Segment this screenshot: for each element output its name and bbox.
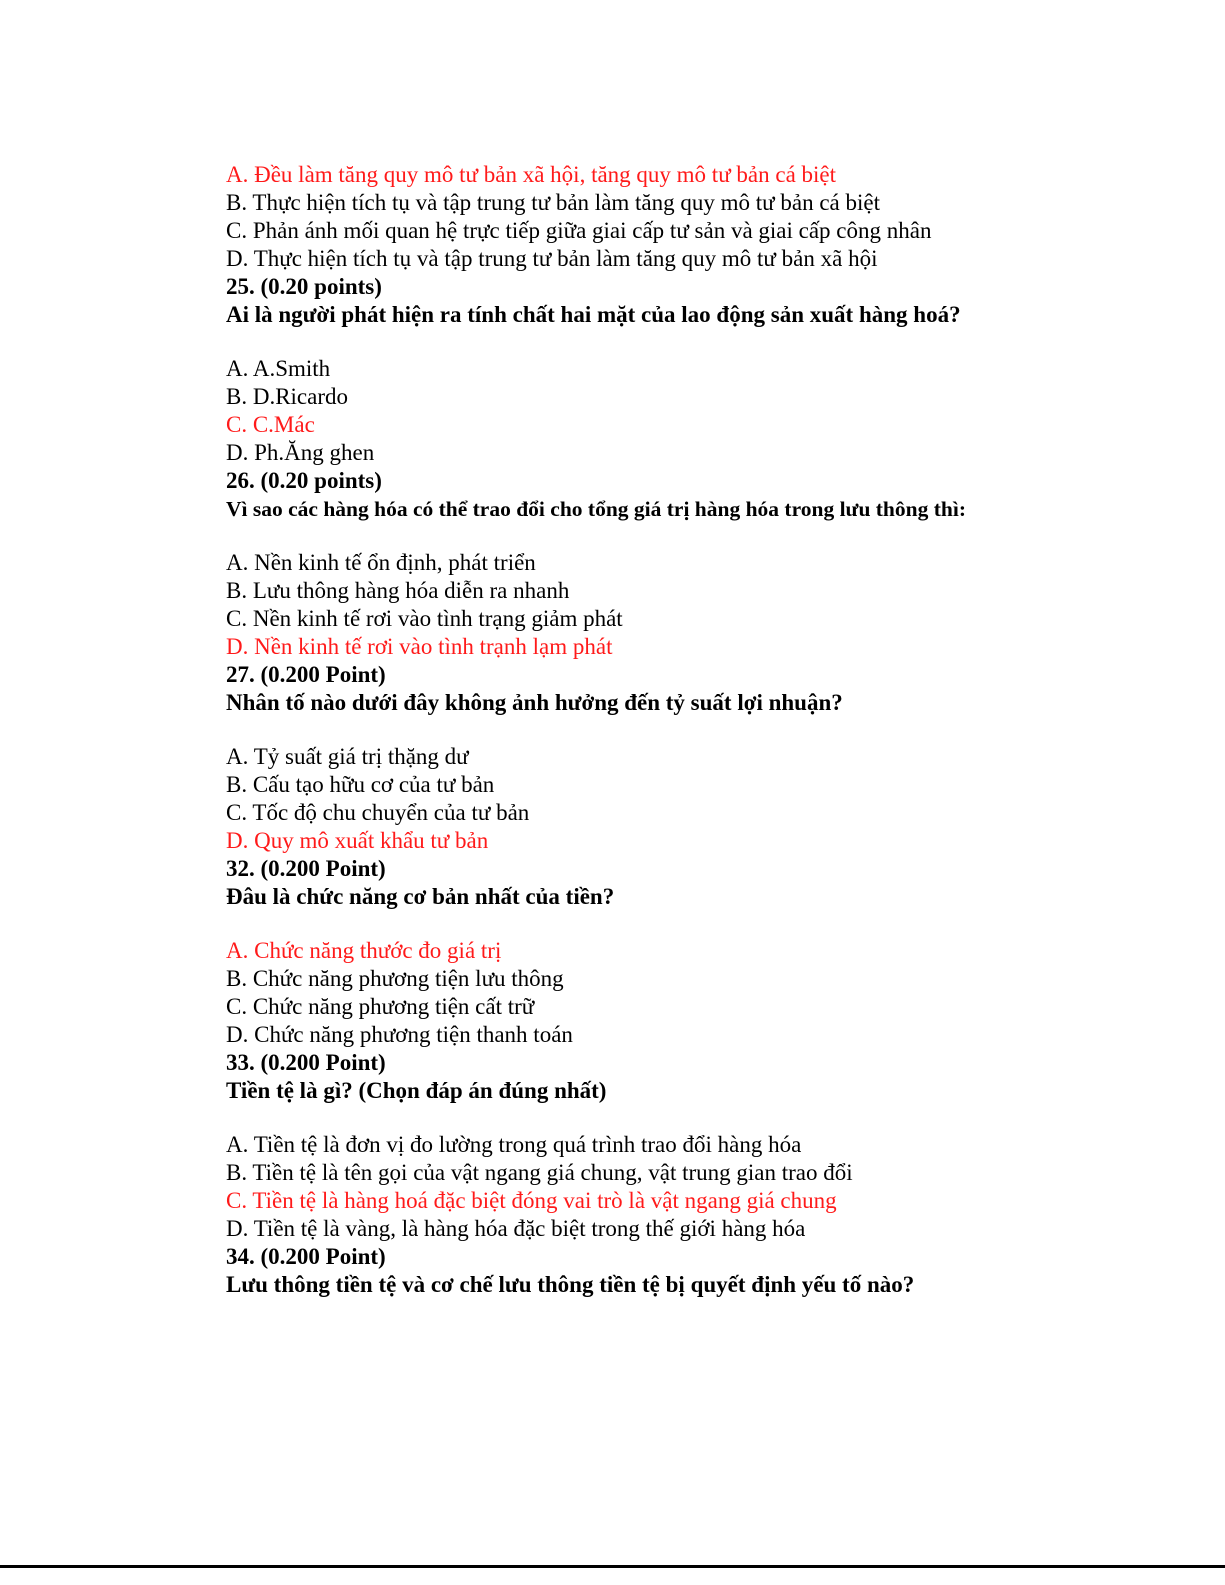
answer-option: D. Thực hiện tích tụ và tập trung tư bản làm tăng quy mô tư bản xã hội [226,246,878,271]
question-block [226,467,1186,661]
answer-option-correct: C. Tiền tệ là hàng hoá đặc biệt đóng vai trò là vật ngang giá chung [226,1188,837,1213]
question-block [226,273,1186,467]
answer-option: D. Tiền tệ là vàng, là hàng hóa đặc biệt trong thế giới hàng hóa [226,1216,806,1241]
answer-option: C. Tốc độ chu chuyển của tư bản [226,800,530,825]
answer-option: C. Phản ánh mối quan hệ trực tiếp giữa giai cấp tư sản và giai cấp công nhân [226,218,932,243]
answer-option: B. Lưu thông hàng hóa diễn ra nhanh [226,578,570,603]
question-number: 27. (0.200 Point) [226,662,386,687]
question-text: Đâu là chức năng cơ bản nhất của tiền? [226,884,615,909]
answer-option: C. Nền kinh tế rơi vào tình trạng giảm phát [226,606,623,631]
answer-option: D. Chức năng phương tiện thanh toán [226,1022,573,1047]
question-block [226,855,1186,1049]
answer-option: A. A.Smith [226,356,331,381]
answer-option-correct: D. Nền kinh tế rơi vào tình trạnh lạm phát [226,634,613,659]
answer-option: C. Chức năng phương tiện cất trữ [226,994,535,1019]
question-number: 32. (0.200 Point) [226,856,386,881]
question-text: Tiền tệ là gì? (Chọn đáp án đúng nhất) [226,1078,607,1103]
answer-option: B. Tiền tệ là tên gọi của vật ngang giá chung, vật trung gian trao đổi [226,1160,853,1185]
option-list [226,161,1186,273]
page-bottom-divider [0,1565,1225,1568]
question-number: 25. (0.20 points) [226,274,382,299]
question-block [226,661,1186,855]
answer-option: A. Tiền tệ là đơn vị đo lường trong quá trình trao đổi hàng hóa [226,1132,802,1157]
answer-option-correct: C. C.Mác [226,412,315,437]
answer-option-correct: A. Chức năng thước đo giá trị [226,938,502,963]
option-list [226,1131,1186,1243]
option-list [226,549,1186,661]
question-number: 26. (0.20 points) [226,468,382,493]
answer-option: B. Thực hiện tích tụ và tập trung tư bản làm tăng quy mô tư bản cá biệt [226,190,880,215]
answer-option-correct: A. Đều làm tăng quy mô tư bản xã hội, tăng quy mô tư bản cá biệt [226,162,837,187]
option-list [226,937,1186,1049]
question-block [226,1243,1186,1299]
question-text: Vì sao các hàng hóa có thể trao đổi cho tổng giá trị hàng hóa trong lưu thông thì: [226,497,966,521]
question-text: Nhân tố nào dưới đây không ảnh hưởng đến tỷ suất lợi nhuận? [226,690,843,715]
document-body [226,161,1186,1299]
question-number: 33. (0.200 Point) [226,1050,386,1075]
question-number: 34. (0.200 Point) [226,1244,386,1269]
answer-option: B. Chức năng phương tiện lưu thông [226,966,564,991]
question-block [226,1049,1186,1243]
option-list [226,743,1186,855]
answer-option: A. Nền kinh tế ổn định, phát triển [226,550,536,575]
answer-option-correct: D. Quy mô xuất khẩu tư bản [226,828,489,853]
answer-option: B. D.Ricardo [226,384,349,409]
answer-option: A. Tỷ suất giá trị thặng dư [226,744,469,769]
answer-option: B. Cấu tạo hữu cơ của tư bản [226,772,495,797]
answer-option: D. Ph.Ăng ghen [226,440,375,465]
option-list [226,355,1186,467]
question-text: Ai là người phát hiện ra tính chất hai mặt của lao động sản xuất hàng hoá? [226,302,961,327]
question-text: Lưu thông tiền tệ và cơ chế lưu thông tiền tệ bị quyết định yếu tố nào? [226,1272,915,1297]
